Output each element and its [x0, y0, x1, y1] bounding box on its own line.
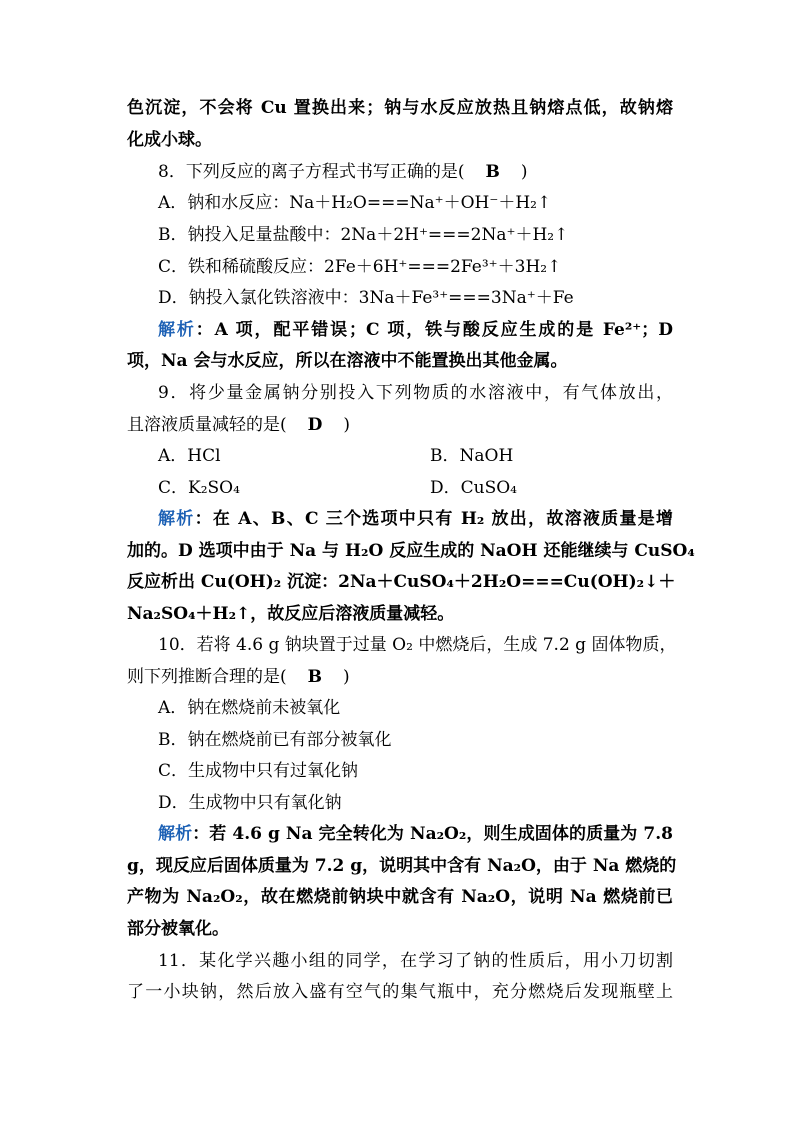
q10-explanation-line-3: 产物为 Na₂O₂，故在燃烧前钠块中就含有 Na₂O，说明 Na 燃烧前已 — [127, 887, 673, 907]
q8-stem — [158, 161, 794, 183]
q9-explanation-line-1 — [158, 508, 673, 530]
q9-answer: D — [307, 415, 323, 435]
q10-answer: B — [307, 667, 323, 687]
q9-stem-line-1: 9．将少量金属钠分别投入下列物质的水溶液中，有气体放出， — [158, 383, 673, 403]
q10-option-b: B．钠在燃烧前已有部分被氧化 — [158, 730, 392, 750]
q9-explanation-line-2: 加的。D 选项中由于 Na 与 H₂O 反应生成的 NaOH 还能继续与 CuSO₄ — [127, 541, 695, 561]
q9-option-d: D．CuSO₄ — [430, 478, 517, 498]
q10-explanation-label: 解析 — [158, 824, 193, 844]
q8-explanation-line-2: 项，Na 会与水反应，所以在溶液中不能置换出其他金属。 — [127, 351, 568, 371]
q8-answer: B — [485, 162, 500, 182]
q11-stem-line-1: 11．某化学兴趣小组的同学，在学习了钠的性质后，用小刀切割 — [158, 951, 673, 971]
intro-line-1: 色沉淀，不会将 Cu 置换出来；钠与水反应放热且钠熔点低，故钠熔 — [127, 98, 673, 118]
q10-explanation-text-1: ：若 4.6 g Na 完全转化为 Na₂O₂，则生成固体的质量为 7.8 — [192, 824, 673, 844]
q9-explanation-label: 解析 — [158, 509, 195, 529]
q8-option-c: C．铁和稀硫酸反应：2Fe＋6H⁺===2Fe³⁺＋3H₂↑ — [158, 257, 562, 277]
q10-stem-close: ) — [326, 667, 350, 687]
q10-stem-line-2 — [127, 666, 794, 688]
q8-option-d: D．钠投入氯化铁溶液中：3Na＋Fe³⁺===3Na⁺＋Fe — [158, 288, 574, 308]
q10-explanation-line-1 — [158, 823, 673, 845]
q9-explanation-line-4: Na₂SO₄＋H₂↑，故反应后溶液质量减轻。 — [127, 604, 455, 624]
q8-option-a: A．钠和水反应：Na＋H₂O===Na⁺＋OH⁻＋H₂↑ — [158, 193, 552, 213]
q9-stem-close: ) — [326, 415, 351, 435]
q9-option-b: B．NaOH — [430, 446, 514, 466]
q10-stem-text: 则下列推断合理的是( — [127, 667, 304, 687]
q9-stem-text: 且溶液质量减轻的是( — [127, 415, 304, 435]
q9-stem-line-2 — [127, 414, 794, 436]
q8-stem-close: ) — [503, 162, 528, 182]
q10-explanation-line-4: 部分被氧化。 — [127, 919, 229, 939]
q11-stem-line-2: 了一小块钠，然后放入盛有空气的集气瓶中，充分燃烧后发现瓶壁上 — [127, 982, 673, 1002]
q10-option-d: D．生成物中只有氧化钠 — [158, 793, 342, 813]
q8-explanation-line-1 — [158, 319, 673, 341]
q10-option-a: A．钠在燃烧前未被氧化 — [158, 698, 341, 718]
q8-stem-text: 8．下列反应的离子方程式书写正确的是( — [158, 162, 482, 182]
q8-explanation-text-1: ：A 项，配平错误；C 项，铁与酸反应生成的是 Fe²⁺；D — [195, 320, 674, 340]
q9-option-a: A．HCl — [158, 446, 221, 466]
q8-option-b: B．钠投入足量盐酸中：2Na＋2H⁺===2Na⁺＋H₂↑ — [158, 225, 569, 245]
q10-option-c: C．生成物中只有过氧化钠 — [158, 761, 359, 781]
q9-explanation-text-1: ：在 A、B、C 三个选项中只有 H₂ 放出，故溶液质量是增 — [194, 509, 673, 529]
q9-option-c: C．K₂SO₄ — [158, 478, 240, 498]
q8-explanation-label: 解析 — [158, 320, 196, 340]
q10-stem-line-1: 10．若将 4.6 g 钠块置于过量 O₂ 中燃烧后，生成 7.2 g 固体物质， — [158, 635, 677, 655]
intro-line-2: 化成小球。 — [127, 130, 212, 150]
q10-explanation-line-2: g，现反应后固体质量为 7.2 g，说明其中含有 Na₂O，由于 Na 燃烧的 — [127, 856, 677, 876]
q9-explanation-line-3: 反应析出 Cu(OH)₂ 沉淀：2Na＋CuSO₄＋2H₂O===Cu(OH)₂↓＋ — [127, 572, 676, 592]
